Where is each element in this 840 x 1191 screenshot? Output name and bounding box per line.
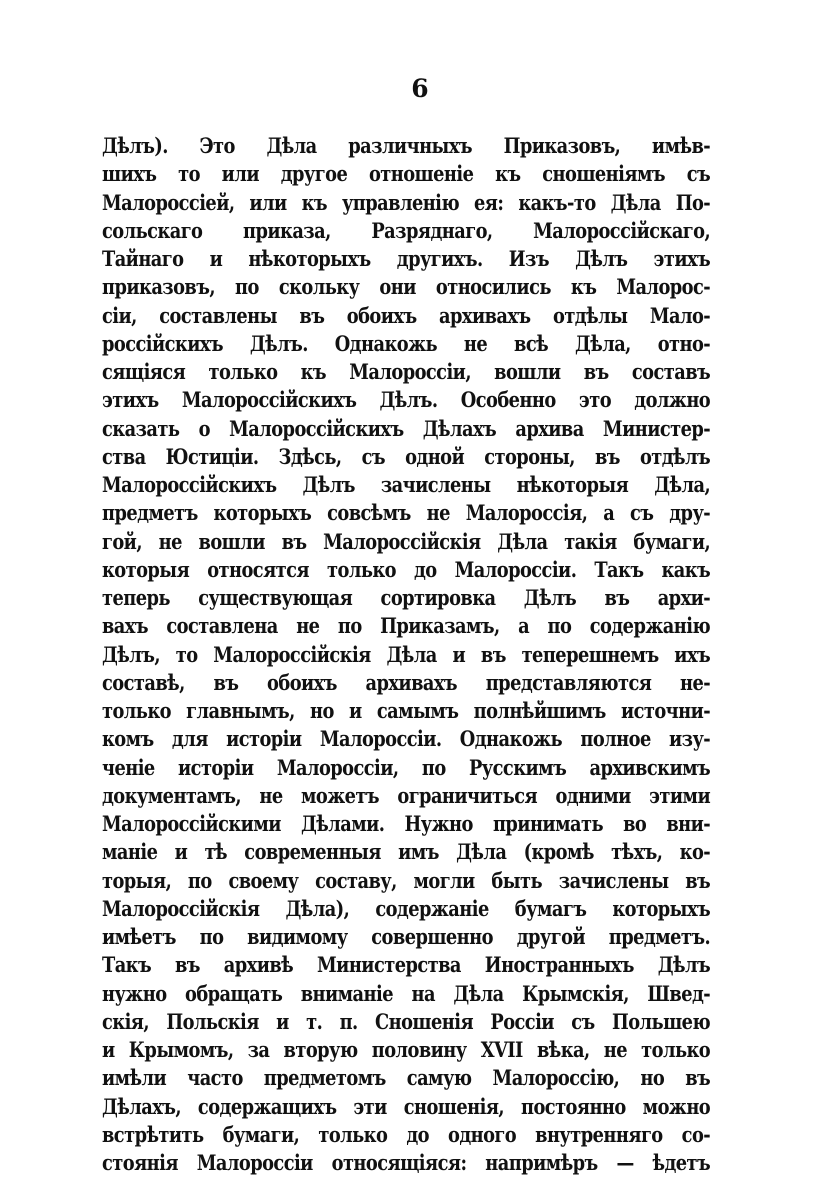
text-line: только главнымъ, но и самымъ полнѣйшимъ источни- [102,699,711,724]
text-line: и Крымомъ, за вторую половину XVII вѣка, не только [102,1038,711,1063]
text-line: торыя, по своему составу, могли быть зачислены въ [102,868,711,894]
text-line: вахъ составлена не по Приказамъ, а по содержанію [102,614,711,640]
text-line: скія, Польскія и т. п. Сношенія Россіи съ Польшею [102,1009,711,1035]
text-line: приказовъ, по скольку они относились къ Малорос- [102,275,711,301]
text-line: Такъ въ архивѣ Министерства Иностранныхъ Дѣлъ [102,953,711,979]
text-line: Дѣлъ, то Малороссійскія Дѣла и въ теперешнемъ ихъ [102,642,711,668]
text-line: Дѣлъ). Это Дѣла различныхъ Приказовъ, имѣв- [102,134,711,159]
text-line: Малороссіей, или къ управленію ея: какъ-то Дѣла По- [102,190,711,216]
text-line: имѣли часто предметомъ самую Малороссію, но въ [102,1066,711,1092]
text-line: теперь существующая сортировка Дѣлъ въ архи- [102,586,711,611]
text-line: Дѣлахъ, содержащихъ эти сношенія, постоянно можно [102,1094,711,1120]
text-line: сольскаго приказа, Разряднаго, Малороссійскаго, [102,218,711,244]
text-line: россійскихъ Дѣлъ. Однакожь не всѣ Дѣла, отно- [102,331,711,357]
text-line: Тайнаго и нѣкоторыхъ другихъ. Изъ Дѣлъ этихъ [102,247,711,272]
text-line: которыя относятся только до Малороссіи. Такъ какъ [102,557,711,583]
text-line: гой, не вошли въ Малороссійскія Дѣла такія бумаги, [102,529,711,555]
text-line: встрѣтить бумаги, только до одного внутренняго со- [102,1122,711,1148]
text-line: Малороссійскихъ Дѣлъ зачислены нѣкоторыя Дѣла, [102,473,711,498]
text-line: нужно обращать вниманіе на Дѣла Крымскія, Швед- [102,981,711,1007]
text-line: предметъ которыхъ совсѣмъ не Малороссія, а съ дру- [102,501,711,527]
body-text [102,133,710,1178]
text-line: маніе и тѣ современныя имъ Дѣла (кромѣ тѣхъ, ко- [102,840,711,866]
text-line: сказать о Малороссійскихъ Дѣлахъ архива Министер- [102,416,711,442]
text-line: Малороссійскія Дѣла), содержаніе бумагъ которыхъ [102,896,711,922]
text-line: имѣетъ по видимому совершенно другой предметъ. [102,925,711,950]
text-line: составѣ, въ обоихъ архивахъ представляются не- [102,670,711,696]
text-line: сящіяся только къ Малороссіи, вошли въ составъ [102,360,711,385]
text-line: стоянія Малороссіи относящіяся: напримѣръ — ѣдетъ [102,1151,711,1176]
text-line: этихъ Малороссійскихъ Дѣлъ. Особенно это должно [102,388,711,414]
text-line: ченіе исторіи Малороссіи, по Русскимъ архивскимъ [102,755,711,781]
text-line: Малороссійскими Дѣлами. Нужно принимать во вни- [102,812,711,837]
text-line: ства Юстиціи. Здѣсь, съ одной стороны, въ отдѣлъ [102,444,711,470]
text-line: сіи, составлены въ обоихъ архивахъ отдѣлы Мало- [102,303,711,329]
page-number: 6 [411,74,429,103]
text-line: документамъ, не можетъ ограничиться одними этими [102,783,711,809]
text-line: комъ для исторіи Малороссіи. Однакожь полное изу- [102,727,711,753]
text-line: шихъ то или другое отношеніе къ сношеніямъ съ [102,162,711,188]
